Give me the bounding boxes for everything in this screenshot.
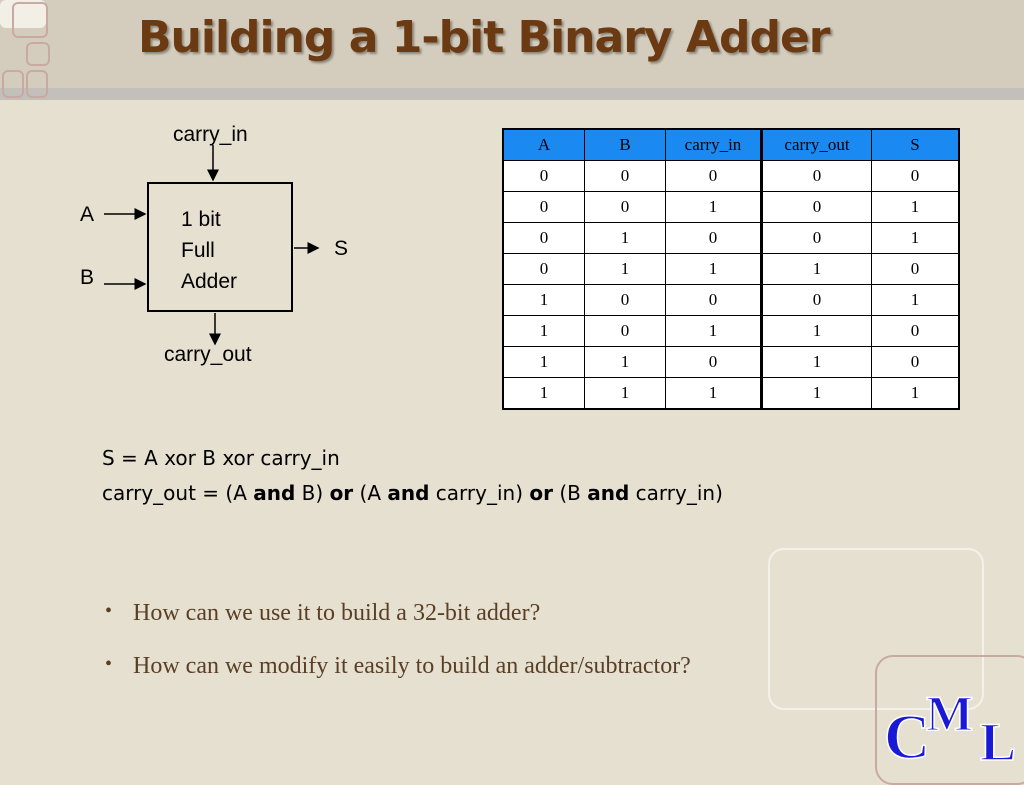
table-row (503, 316, 959, 347)
full-adder-label (181, 204, 237, 297)
table-row (503, 378, 959, 410)
truth-table (502, 128, 960, 410)
table-cell: 0 (872, 254, 960, 285)
table-cell: 0 (872, 161, 960, 192)
table-cell: 1 (762, 347, 872, 378)
table-cell: 0 (585, 161, 666, 192)
table-cell: 1 (872, 223, 960, 254)
table-cell: 0 (762, 192, 872, 223)
table-cell: 1 (585, 223, 666, 254)
carry-out-label: carry_out (164, 343, 252, 366)
bullet-text: How can we modify it easily to build an adder/subtractor? (133, 653, 691, 679)
table-cell: 1 (666, 192, 762, 223)
table-cell: 0 (762, 161, 872, 192)
equation-text: B) (295, 481, 330, 505)
adder-label-line: 1 bit (181, 208, 221, 231)
table-cell: 0 (585, 192, 666, 223)
table-cell: 0 (666, 347, 762, 378)
table-cell: 1 (503, 285, 585, 316)
table-cell: 0 (666, 223, 762, 254)
table-cell: 1 (872, 378, 960, 410)
bullet-item (103, 600, 691, 653)
table-cell: 1 (503, 347, 585, 378)
table-row (503, 161, 959, 192)
equation-text: carry_in) (629, 481, 723, 505)
cml-logo (884, 680, 1024, 768)
operator-and: and (253, 481, 296, 505)
table-cell: 0 (503, 254, 585, 285)
table-cell: 0 (503, 192, 585, 223)
logo-letter-m: M (926, 685, 974, 741)
logo-letter-l: L (980, 712, 1017, 768)
bullet-dot-icon: • (105, 600, 113, 622)
bullet-dot-icon: • (105, 653, 113, 675)
equation-text: (B (552, 481, 588, 505)
table-header-row (503, 129, 959, 161)
adder-label-line: Full (181, 239, 215, 262)
slide-title: Building a 1-bit Binary Adder (138, 12, 830, 63)
table-cell: 0 (872, 347, 960, 378)
operator-and: and (387, 481, 430, 505)
logo-letter-c: C (884, 701, 931, 768)
table-cell: 1 (585, 254, 666, 285)
sum-equation: S = A xor B xor carry_in (102, 446, 340, 470)
table-cell: 1 (762, 316, 872, 347)
header-divider (0, 88, 1024, 100)
table-cell: 1 (762, 254, 872, 285)
bullet-list (103, 600, 691, 706)
table-row (503, 347, 959, 378)
table-cell: 0 (666, 285, 762, 316)
table-cell: 1 (666, 378, 762, 410)
table-cell: 1 (666, 316, 762, 347)
table-cell: 1 (666, 254, 762, 285)
equation-text: carry_in) (429, 481, 530, 505)
input-b-label: B (80, 266, 95, 289)
table-cell: 1 (872, 285, 960, 316)
table-row (503, 192, 959, 223)
column-header: S (872, 129, 960, 161)
table-cell: 1 (503, 378, 585, 410)
column-header: carry_in (666, 129, 762, 161)
table-cell: 0 (762, 223, 872, 254)
table-cell: 0 (762, 285, 872, 316)
table-cell: 0 (872, 316, 960, 347)
table-cell: 0 (666, 161, 762, 192)
table-cell: 0 (503, 223, 585, 254)
carry-in-label: carry_in (173, 123, 248, 146)
output-s-label: S (334, 237, 349, 260)
operator-or: or (329, 481, 354, 505)
column-header: carry_out (762, 129, 872, 161)
adder-label-line: Adder (181, 270, 238, 293)
table-row (503, 254, 959, 285)
column-header: B (585, 129, 666, 161)
equation-text: (A (353, 481, 388, 505)
table-row (503, 223, 959, 254)
operator-and: and (587, 481, 630, 505)
input-a-label: A (80, 203, 95, 226)
table-cell: 1 (503, 316, 585, 347)
operator-or: or (529, 481, 553, 505)
table-cell: 1 (762, 378, 872, 410)
table-cell: 1 (585, 378, 666, 410)
table-cell: 0 (585, 316, 666, 347)
table-cell: 1 (585, 347, 666, 378)
carry-out-equation (102, 481, 723, 505)
table-cell: 0 (585, 285, 666, 316)
bullet-text: How can we use it to build a 32-bit adder? (133, 600, 541, 626)
table-cell: 1 (872, 192, 960, 223)
column-header: A (503, 129, 585, 161)
table-cell: 0 (503, 161, 585, 192)
equation-text: carry_out = (A (102, 481, 254, 505)
bullet-item (103, 653, 691, 706)
table-row (503, 285, 959, 316)
